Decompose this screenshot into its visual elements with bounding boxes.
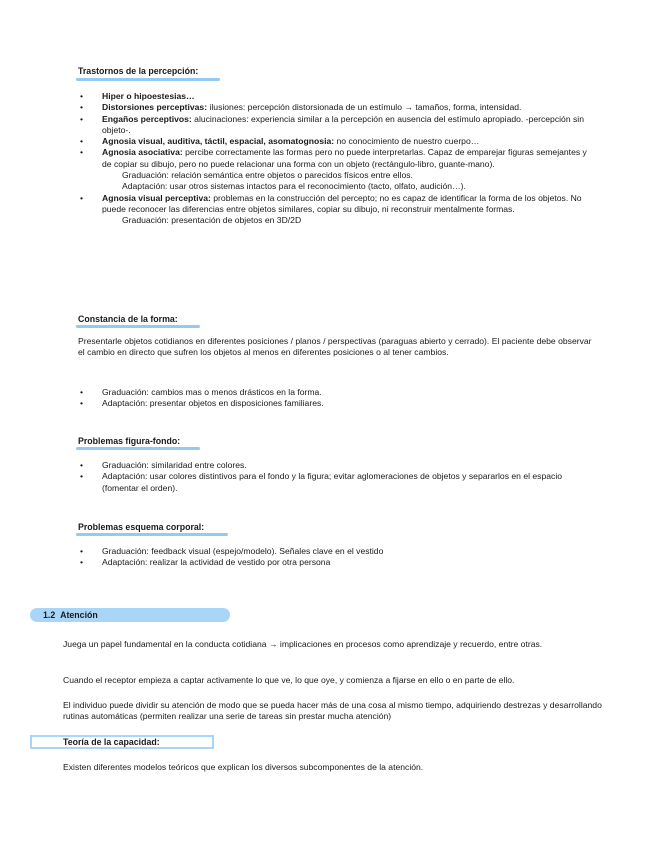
list-constancia — [80, 387, 598, 410]
list-item: • Agnosia visual perceptiva: problemas en la construcción del percepto; no es capaz de identificar la forma de los objetos. No puede reconocer las diferencias entre objetos similares, copiar su dibujo, ni reconstruir mentalmente formas. Graduación: presentación de objetos en 3D/2D — [80, 193, 598, 227]
heading-underline — [76, 533, 228, 536]
list-item: • Adaptación: usar colores distintivos para el fondo y la figura; evitar aglomeraciones de objetos y separarlos en el espacio (fomentar el orden). — [80, 471, 563, 493]
list-esquema — [80, 546, 598, 569]
paragraph-atencion-final: Existen diferentes modelos teóricos que explican los diversos subcomponentes de la atención. — [63, 762, 424, 772]
paragraph-atencion-2: Cuando el receptor empieza a captar activamente lo que ve, lo que oye, y comienza a fijarse en ello o en parte de ello. — [63, 675, 515, 685]
paragraph-atencion-3: El individuo puede dividir su atención de modo que se pueda hacer más de una cosa al mismo tiempo, adquiriendo destrezas y desarrollando rutinas automáticas (permiten realizar una serie de tareas sin prestar mucha atención) — [63, 700, 602, 722]
subheading-teoria-capacidad: Teoría de la capacidad: — [63, 737, 160, 747]
heading-trastornos-percepcion: Trastornos de la percepción: — [78, 66, 199, 76]
list-item: • Hiper o hipoestesias… — [80, 91, 195, 101]
heading-underline — [76, 447, 200, 450]
list-figura-fondo — [80, 460, 600, 494]
list-item: • Graduación: feedback visual (espejo/modelo). Señales clave en el vestido — [80, 546, 384, 556]
sub-item: Adaptación: usar otros sistemas intactos para el reconocimiento (tacto, olfato, audición…). — [122, 181, 466, 192]
heading-underline — [76, 325, 200, 328]
paragraph-atencion-1: Juega un papel fundamental en la conducta cotidiana → implicaciones en procesos como aprendizaje y recuerdo, entre otras. — [63, 639, 543, 649]
list-item: • Graduación: similaridad entre colores. — [80, 460, 247, 470]
list-item: • Adaptación: realizar la actividad de vestido por otra persona — [80, 557, 331, 568]
list-item: • Distorsiones perceptivas: ilusiones: percepción distorsionada de un estímulo → tamaños, forma, intensidad. — [80, 102, 522, 113]
section-title-atencion: 1.2 Atención — [43, 610, 98, 620]
list-item: • Agnosia visual, auditiva, táctil, espacial, asomatognosia: no conocimiento de nuestro cuerpo… — [80, 136, 480, 147]
heading-esquema-corporal: Problemas esquema corporal: — [78, 522, 205, 532]
list-item: • Engaños perceptivos: alucinaciones: experiencia similar a la percepción en ausencia del estímulo apropiado. -percepción sin objeto-. — [80, 113, 584, 135]
list-percepcion — [80, 91, 598, 227]
paragraph-constancia: Presentarle objetos cotidianos en diferentes posiciones / planos / perspectivas (paraguas abierto y cerrado). El paciente debe observar el cambio en directo que sufren los objetos al menos en diferentes posiciones o al tener cambios. — [78, 336, 592, 358]
heading-constancia-forma: Constancia de la forma: — [78, 314, 178, 324]
sub-item: Graduación: relación semántica entre objetos o parecidos físicos entre ellos. — [122, 170, 413, 181]
heading-figura-fondo: Problemas figura-fondo: — [78, 436, 181, 446]
sub-item: Graduación: presentación de objetos en 3D/2D — [122, 215, 302, 226]
heading-underline — [76, 78, 220, 81]
list-item: • Agnosia asociativa: percibe correctamente las formas pero no puede interpretarlas. Capaz de emparejar figuras semejantes y de copiar su dibujo, pero no puede relacionar una forma con un objeto (rectángulo-libro, guante-mano). Graduación: relación semántica entre objetos o parecidos físicos entre ellos. Adaptación: usar otros sistemas intactos para el reconocimiento (tacto, olfato, audición…). — [80, 147, 598, 192]
list-item: • Graduación: cambios mas o menos drásticos en la forma. — [80, 387, 322, 397]
list-item: • Adaptación: presentar objetos en disposiciones familiares. — [80, 398, 324, 409]
